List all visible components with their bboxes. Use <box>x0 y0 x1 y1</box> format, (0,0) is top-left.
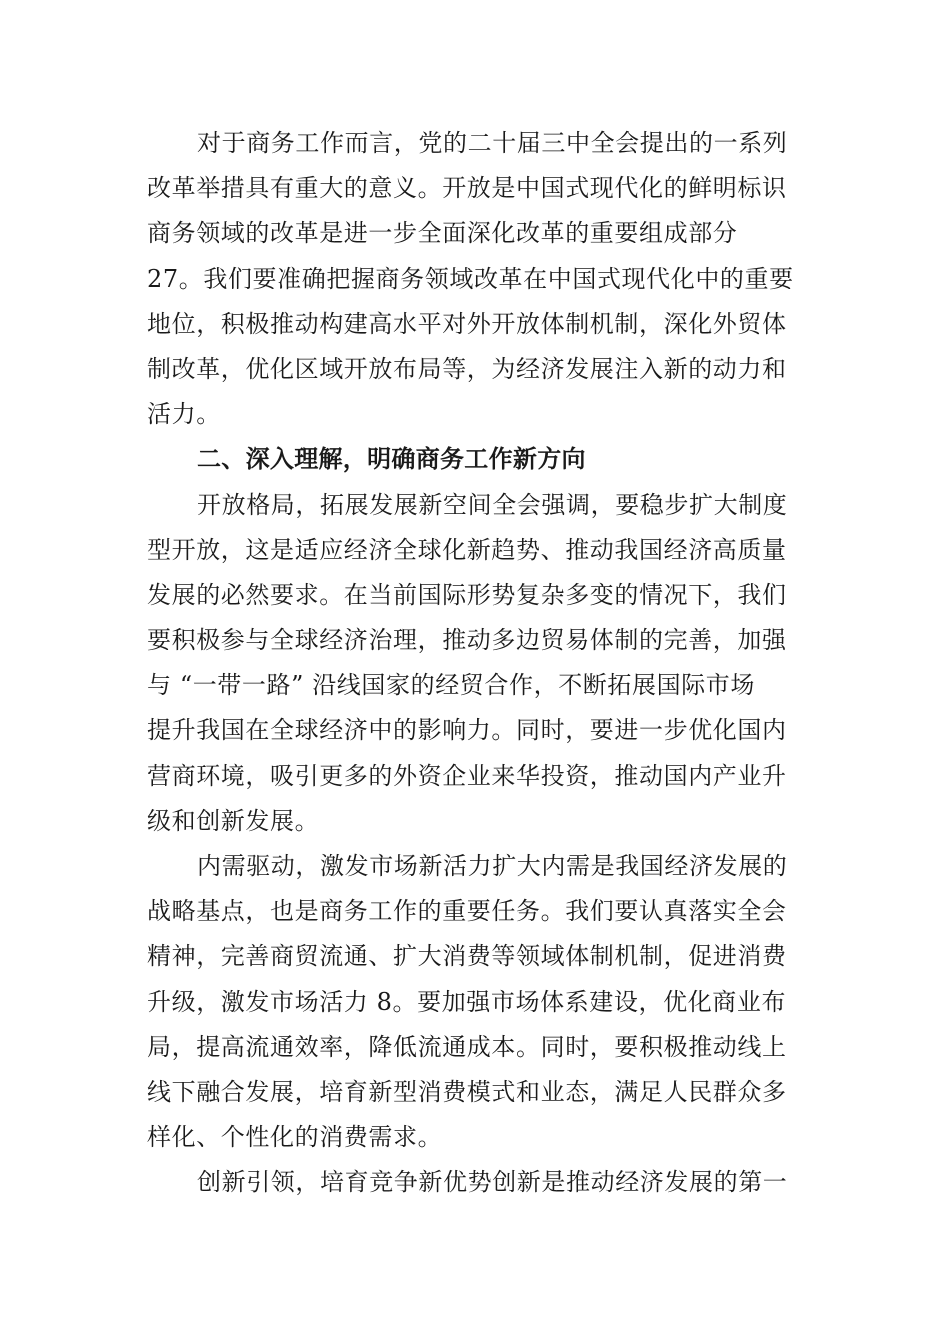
document-body <box>147 121 807 1206</box>
text-line: 战略基点，也是商务工作的重要任务。我们要认真落实全会 <box>147 897 787 926</box>
text-line: 地位，积极推动构建高水平对外开放体制机制，深化外贸体 <box>147 309 787 338</box>
text-line: 局，提高流通效率，降低流通成本。同时，要积极推动线上 <box>147 1032 787 1061</box>
text-line: 开放格局，拓展发展新空间全会强调，要稳步扩大制度 <box>197 490 788 519</box>
text-line: 营商环境，吸引更多的外资企业来华投资，推动国内产业升 <box>147 761 787 790</box>
text-line: 与 “一带一路” 沿线国家的经贸合作，不断拓展国际市场 <box>147 671 755 700</box>
section-heading <box>147 437 807 482</box>
text-line: 商务领域的改革是进一步全面深化改革的重要组成部分 <box>147 219 738 248</box>
paragraph-innovation <box>147 1160 807 1205</box>
paragraph-domestic-demand <box>147 844 807 1160</box>
text-line: 线下融合发展，培育新型消费模式和业态，满足人民群众多 <box>147 1077 787 1106</box>
text-line: 样化、个性化的消费需求。 <box>147 1123 443 1152</box>
text-line: 要积极参与全球经济治理，推动多边贸易体制的完善，加强 <box>147 626 787 655</box>
text-line: 型开放，这是适应经济全球化新趋势、推动我国经济高质量 <box>147 535 787 564</box>
text-line: 精神，完善商贸流通、扩大消费等领域体制机制，促进消费 <box>147 942 787 971</box>
text-line: 制改革，优化区域开放布局等，为经济发展注入新的动力和 <box>147 354 787 383</box>
text-line: 27。我们要准确把握商务领域改革在中国式现代化中的重要 <box>147 264 794 293</box>
text-line: 提升我国在全球经济中的影响力。同时，要进一步优化国内 <box>147 716 787 745</box>
text-line: 活力。 <box>147 400 221 429</box>
text-line: 对于商务工作而言，党的二十届三中全会提出的一系列 <box>197 129 788 157</box>
heading-line: 二、深入理解，明确商务工作新方向 <box>197 445 586 474</box>
text-line: 发展的必然要求。在当前国际形势复杂多变的情况下，我们 <box>147 580 787 609</box>
text-line: 级和创新发展。 <box>147 806 320 835</box>
paragraph-opening-pattern <box>147 483 807 845</box>
paragraph-commerce-reform <box>147 121 807 437</box>
text-line: 改革举措具有重大的意义。开放是中国式现代化的鲜明标识 <box>147 174 787 203</box>
text-line: 内需驱动，激发市场新活力扩大内需是我国经济发展的 <box>197 852 788 880</box>
text-line: 创新引领，培育竞争新优势创新是推动经济发展的第一 <box>197 1168 788 1197</box>
text-line: 升级，激发市场活力 8。要加强市场体系建设，优化商业布 <box>147 987 787 1016</box>
